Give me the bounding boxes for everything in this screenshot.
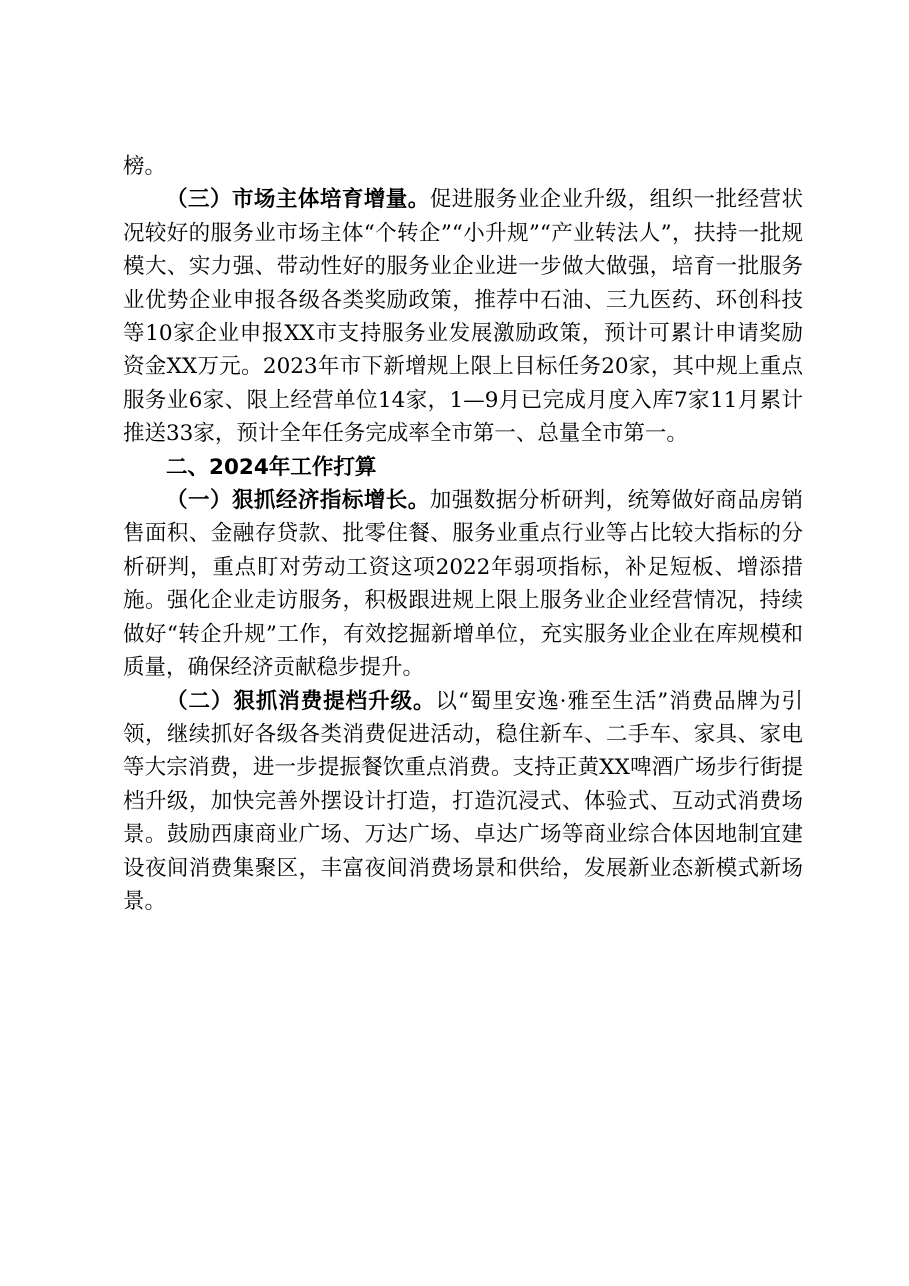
- paragraph-lead: （二）狠抓消费提档升级。: [166, 688, 436, 714]
- paragraph-consumption-upgrade: [123, 685, 803, 919]
- paragraph-lead: （一）狠抓经济指标增长。: [166, 488, 430, 514]
- paragraph-economic-indicators: [123, 484, 803, 684]
- document-body: [123, 150, 803, 918]
- continued-fragment: [123, 150, 803, 183]
- fragment-text: 榜。: [123, 154, 167, 179]
- paragraph-text: 以“蜀里安逸·雅至生活”消费品牌为引领，继续抓好各级各类消费促进活动，稳住新车、二手车、家具、家电等大宗消费，进一步提振餐饮重点消费。支持正黄XX啤酒广场步行街提档升级，加快完善外摆设计打造，打造沉浸式、体验式、互动式消费场景。鼓励西康商业广场、万达广场、卓达广场等商业综合体因地制宜建设夜间消费集聚区，丰富夜间消费场景和供给，发展新业态新模式新场景。: [123, 688, 803, 914]
- paragraph-lead: （三）市场主体培育增量。: [166, 187, 430, 213]
- paragraph-text: 加强数据分析研判，统筹做好商品房销售面积、金融存贷款、批零住餐、服务业重点行业等占比较大指标的分析研判，重点盯对劳动工资这项2022年弱项指标，补足短板、增添措施。强化企业走访服务，积极跟进规上限上服务业企业经营情况，持续做好“转企升规”工作，有效挖掘新增单位，充实服务业企业在库规模和质量，确保经济贡献稳步提升。: [123, 488, 803, 681]
- paragraph-market-entity: [123, 183, 803, 450]
- section-heading-2024-plan: 二、2024年工作打算: [166, 454, 377, 480]
- paragraph-text: 促进服务业企业升级，组织一批经营状况较好的服务业市场主体“个转企”“小升规”“产业转法人”，扶持一批规模大、实力强、带动性好的服务业企业进一步做大做强，培育一批服务业优势企业申报各级各类奖励政策，推荐中石油、三九医药、环创科技等10家企业申报XX市支持服务业发展激励政策，预计可累计申请奖励资金XX万元。2023年市下新增规上限上目标任务20家，其中规上重点服务业6家、限上经营单位14家，1—9月已完成月度入库7家11月累计推送33家，预计全年任务完成率全市第一、总量全市第一。: [123, 187, 803, 447]
